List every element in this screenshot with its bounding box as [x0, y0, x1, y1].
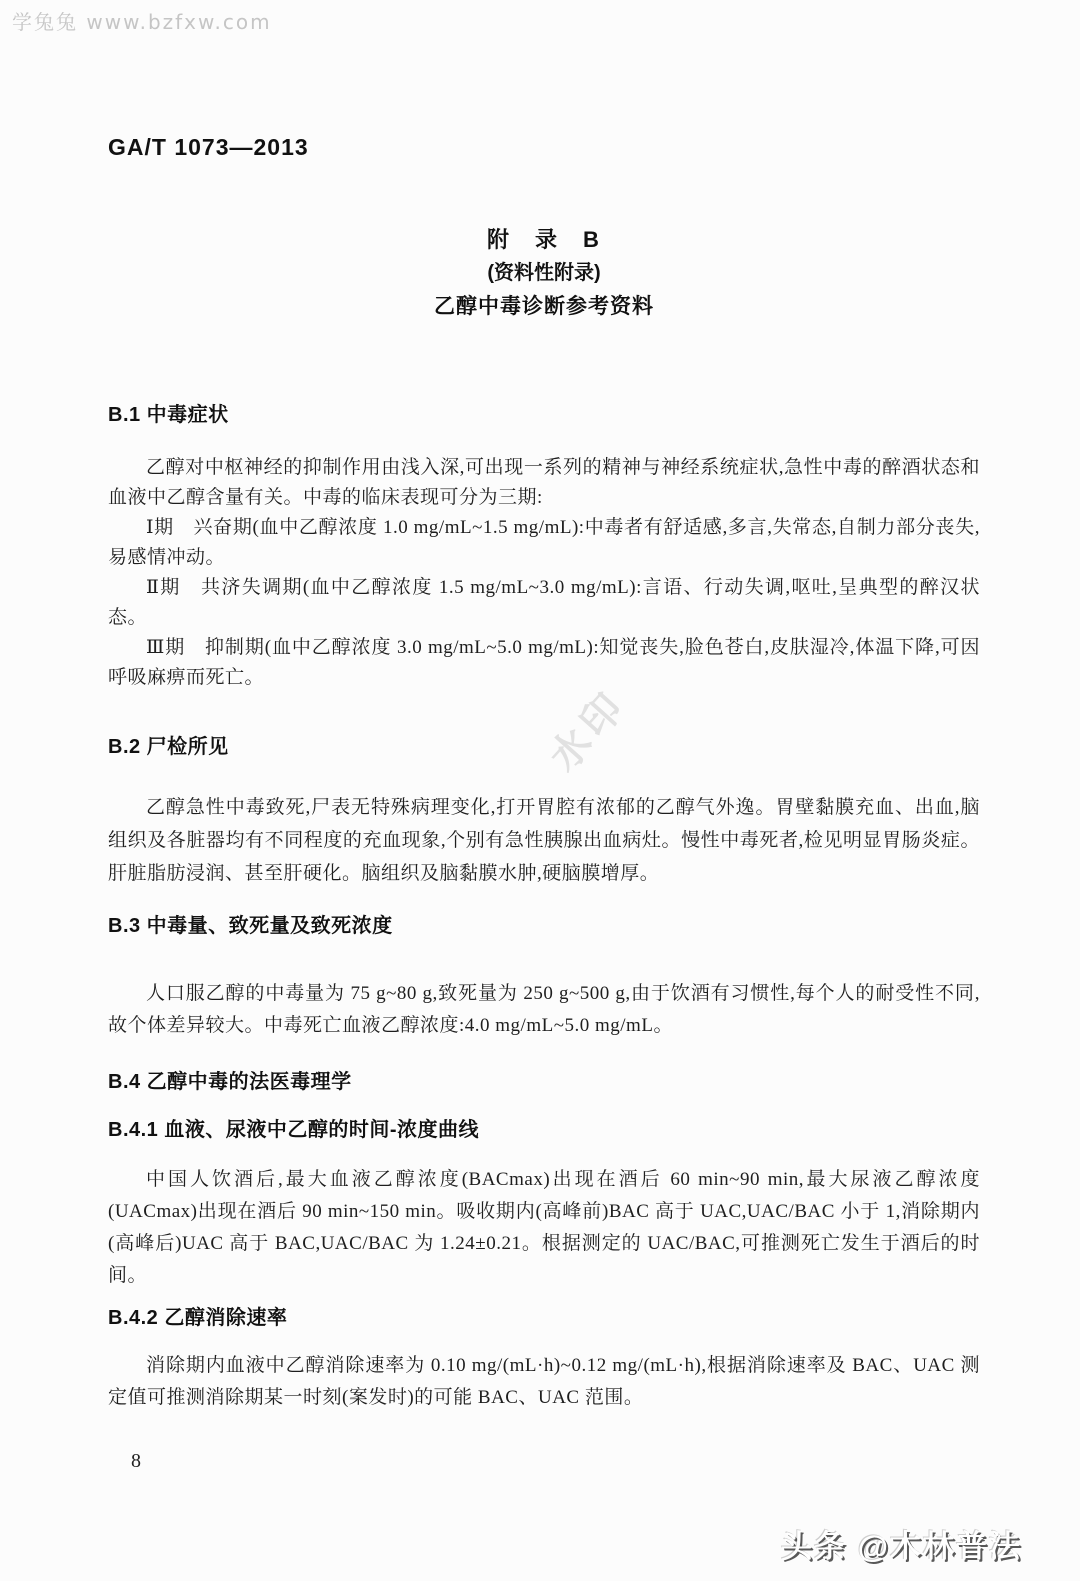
appendix-type: (资料性附录)	[487, 262, 601, 284]
section-b41	[108, 1116, 980, 1292]
paragraph: 消除期内血液中乙醇消除速率为 0.10 mg/(mL·h)~0.12 mg/(mL·h),根据消除速率及 BAC、UAC 测定值可推测消除期某一时刻(案发时)的可能 BAC、UAC 范围。	[108, 1355, 980, 1408]
paragraph-phase-2: Ⅱ期 共济失调期(血中乙醇浓度 1.5 mg/mL~3.0 mg/mL):言语、行动失调,呕吐,呈典型的醉汉状态。	[108, 577, 980, 628]
section-heading-b4: B.4 乙醇中毒的法医毒理学	[108, 1071, 352, 1093]
paragraph: 人口服乙醇的中毒量为 75 g~80 g,致死量为 250 g~500 g,由于饮酒有习惯性,每个人的耐受性不同,故个体差异较大。中毒死亡血液乙醇浓度:4.0 mg/mL~5.0 mg/mL。	[108, 983, 980, 1036]
paragraph: 乙醇对中枢神经的抑制作用由浅入深,可出现一系列的精神与神经系统症状,急性中毒的醉酒状态和血液中乙醇含量有关。中毒的临床表现可分为三期:	[108, 457, 980, 508]
section-heading-b3: B.3 中毒量、致死量及致死浓度	[108, 915, 393, 937]
section-heading-b1: B.1 中毒症状	[108, 404, 229, 426]
appendix-subject: 乙醇中毒诊断参考资料	[434, 295, 654, 318]
channel-watermark: 头条 @木林普法	[781, 1529, 1022, 1564]
diagonal-watermark: 水印	[541, 681, 636, 780]
section-heading-b2: B.2 尸检所见	[108, 736, 229, 758]
section-b2	[108, 733, 980, 890]
paragraph: 乙醇急性中毒致死,尸表无特殊病理变化,打开胃腔有浓郁的乙醇气外逸。胃壁黏膜充血、出血,脑组织及各脏器均有不同程度的充血现象,个别有急性胰腺出血病灶。慢性中毒死者,检见明显胃肠炎症。肝脏脂肪浸润、甚至肝硬化。脑组织及脑黏膜水肿,硬脑膜增厚。	[108, 797, 980, 884]
paragraph: 中国人饮酒后,最大血液乙醇浓度(BACmax)出现在酒后 60 min~90 min,最大尿液乙醇浓度(UACmax)出现在酒后 90 min~150 min。吸收期内(高峰前)BAC 高于 UAC,UAC/BAC 小于 1,消除期内(高峰后)UAC 高于 BAC,UAC/BAC 为 1.24±0.21。根据测定的 UAC/BAC,可推测死亡发生于酒后的时间。	[108, 1169, 980, 1286]
section-b4	[108, 1068, 980, 1096]
section-heading-b42: B.4.2 乙醇消除速率	[108, 1307, 288, 1329]
section-b42	[108, 1304, 980, 1414]
section-b1	[108, 401, 980, 693]
paragraph-phase-1: Ⅰ期 兴奋期(血中乙醇浓度 1.0 mg/mL~1.5 mg/mL):中毒者有舒适感,多言,失常态,自制力部分丧失,易感情冲动。	[108, 517, 980, 568]
doc-code: GA/T 1073—2013	[108, 134, 309, 160]
section-b3	[108, 912, 980, 1042]
page-number: 8	[131, 1450, 141, 1472]
section-heading-b41: B.4.1 血液、尿液中乙醇的时间-浓度曲线	[108, 1119, 480, 1141]
paragraph-phase-3: Ⅲ期 抑制期(血中乙醇浓度 3.0 mg/mL~5.0 mg/mL):知觉丧失,脸色苍白,皮肤湿冷,体温下降,可因呼吸麻痹而死亡。	[108, 637, 980, 688]
appendix-title-block	[108, 223, 980, 323]
site-watermark: 学兔兔 www.bzfxw.com	[12, 10, 272, 34]
appendix-title: 附 录 B	[487, 227, 601, 252]
